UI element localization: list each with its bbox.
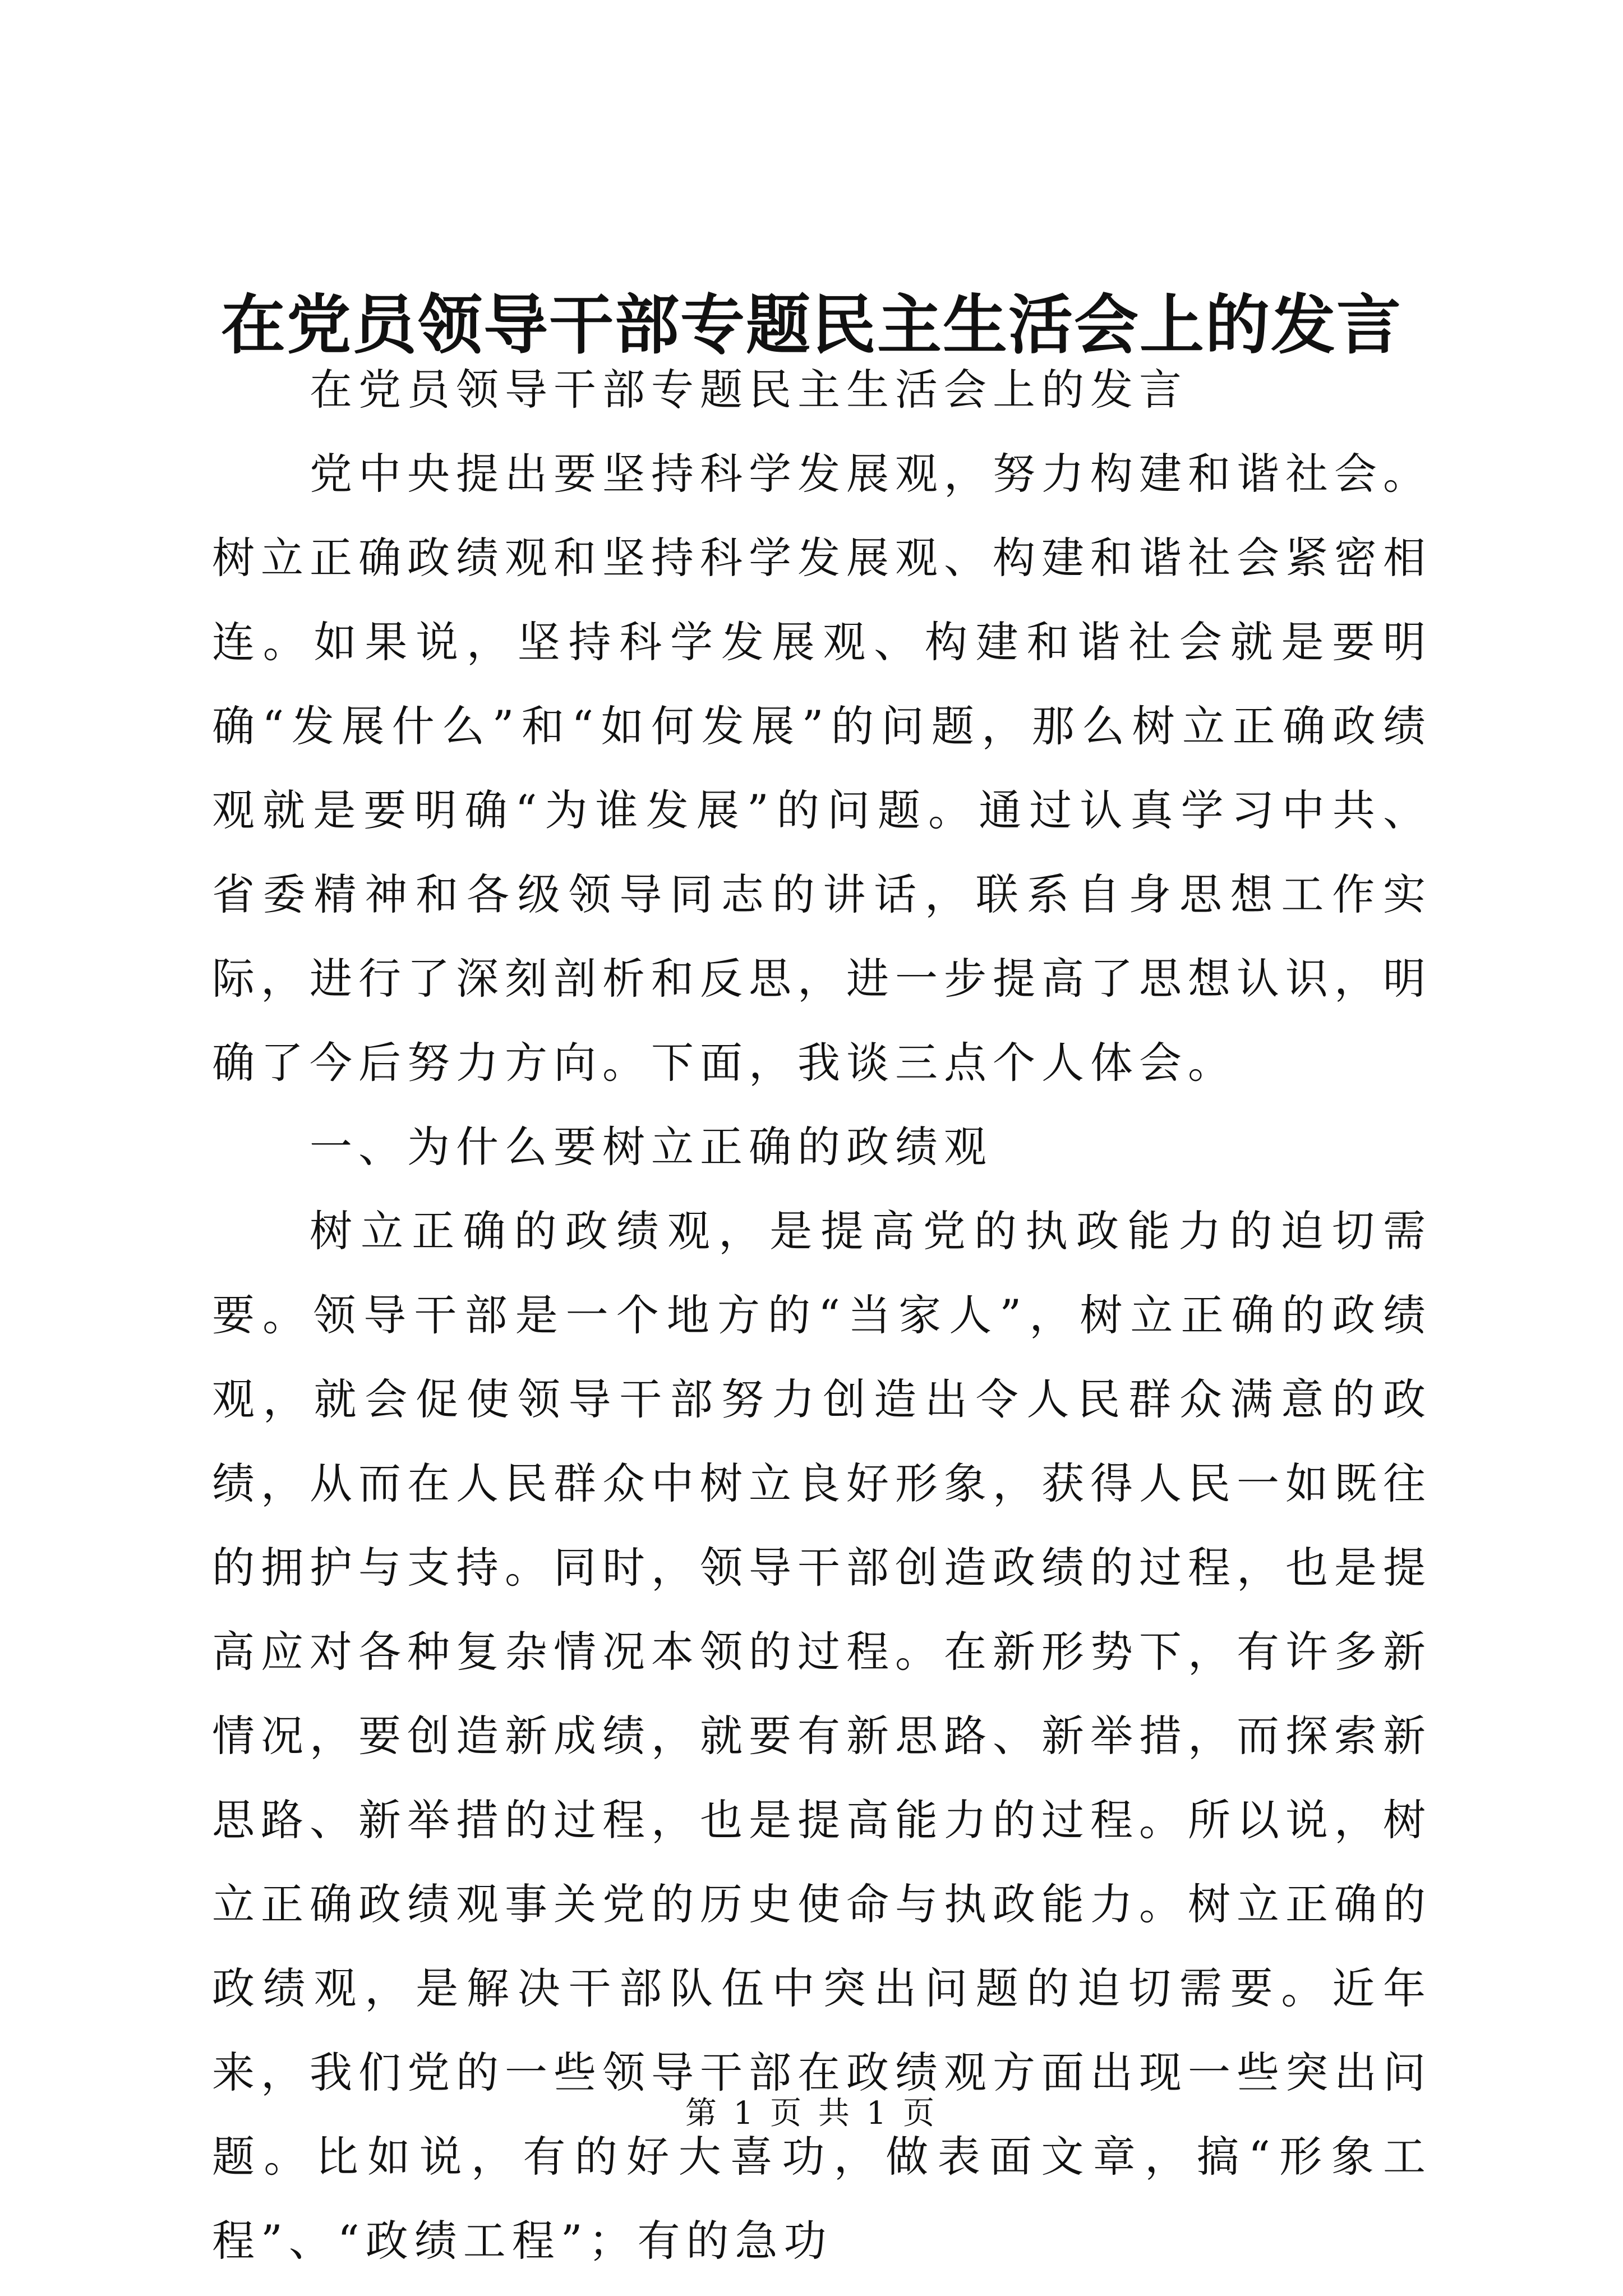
subtitle-paragraph: 在党员领导干部专题民主生活会上的发言 [310, 365, 1188, 415]
intro-paragraph: 党中央提出要坚持科学发展观，努力构建和谐社会。树立正确政绩观和坚持科学发展观、构建和谐社会紧密相连。如果说，坚持科学发展观、构建和谐社会就是要明确“发展什么”和“如何发展”的问题，那么树立正确政绩观就是要明确“为谁发展”的问题。通过认真学习中共、省委精神和各级领导同志的讲话，联系自身思想工作实际，进行了深刻剖析和反思，进一步提高了思想认识，明确了今后努力方向。下面，我谈三点个人体会。 [212, 449, 1432, 1088]
page-footer: 第 1 页 共 1 页 [685, 2095, 938, 2132]
document-body [212, 348, 1432, 2283]
section-heading: 一、为什么要树立正确的政绩观 [310, 1122, 993, 1172]
document-title: 在党员领导干部专题民主生活会上的发言 [220, 287, 1402, 363]
body-paragraph: 树立正确的政绩观，是提高党的执政能力的迫切需要。领导干部是一个地方的“当家人”，树立正确的政绩观，就会促使领导干部努力创造出令人民群众满意的政绩，从而在人民群众中树立良好形象，获得人民一如既往的拥护与支持。同时，领导干部创造政绩的过程，也是提高应对各种复杂情况本领的过程。在新形势下，有许多新情况，要创造新成绩，就要有新思路、新举措，而探索新思路、新举措的过程，也是提高能力的过程。所以说，树立正确政绩观事关党的历史使命与执政能力。树立正确的政绩观，是解决干部队伍中突出问题的迫切需要。近年来，我们党的一些领导干部在政绩观方面出现一些突出问题。比如说，有的好大喜功，做表面文章，搞“形象工程”、“政绩工程”；有的急功 [212, 1206, 1432, 2266]
